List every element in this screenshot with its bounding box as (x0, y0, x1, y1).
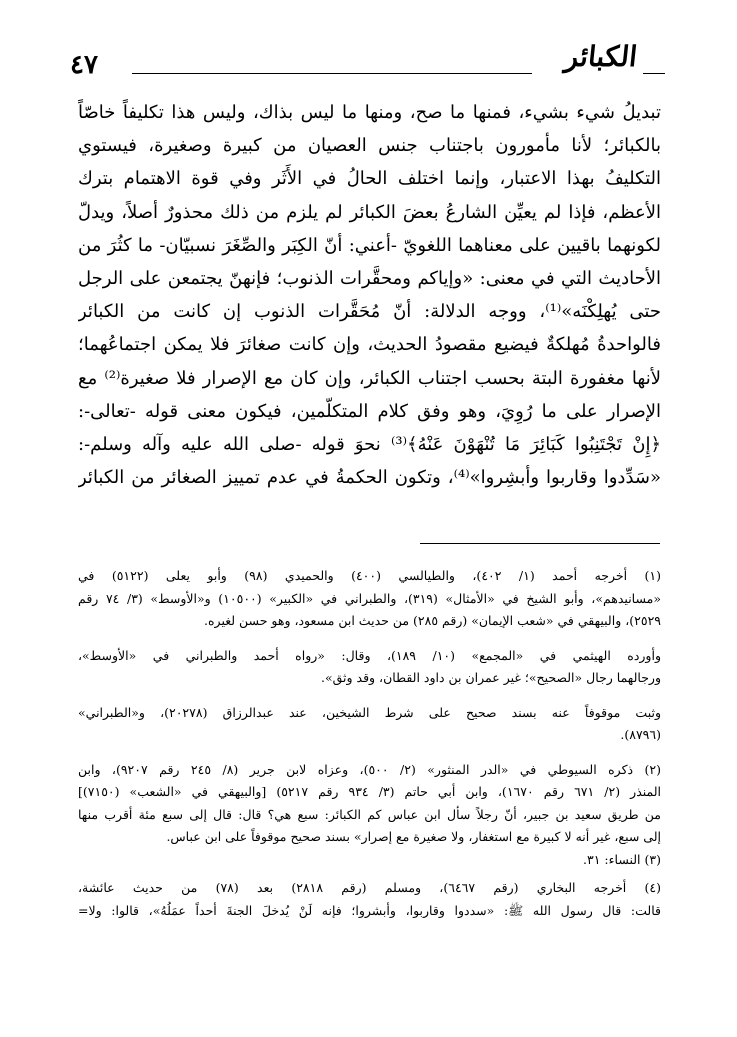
body-line: ﴿إِنْ تَجْتَنِبُوا كَبَائِرَ مَا تُنْهَوْنَ عَنْهُ﴾⁽³⁾ نحوَ قوله -صلى الله عليه وآله وسلم-: (78, 433, 661, 455)
body-line: الأحاديث التي في معنى: «وإياكم ومحقَّرات الذنوب؛ فإنهنّ يجتمعن على الرجل (78, 267, 661, 289)
footnotes (78, 565, 661, 922)
footnote-line: (٤) أخرجه البخاري (رقم ٦٤٦٧)، ومسلم (رقم ٢٨١٨) بعد (٧٨) من حديث عائشة، (78, 880, 661, 895)
body-line: التكليفُ بهذا الاعتبار، وإنما اختلف الحالُ في الأَثَر وفي قوة الاهتمام بترك (78, 168, 661, 190)
header-dash (643, 73, 665, 74)
footnote-line: وثبت موقوفاً عنه بسند صحيح على شرط الشيخين، عند عبدالرزاق (٢٠٢٧٨)، و«الطبراني» (78, 704, 661, 720)
footnote-line: (٢) ذكره السيوطي في «الدر المنثور» (٢/ ٥٠٠)، وعزاه لابن جرير (٨/ ٢٤٥ رقم ٩٢٠٧)، وابن (78, 761, 661, 777)
body-line: الأعظم، فإذا لم يعيِّن الشارعُ بعضَ الكبائر لم يلزم من ذلك محذورٌ أصلاً، ويدلّ (78, 201, 661, 223)
footnote-line: وأورده الهيثمي في «المجمع» (١٠/ ١٨٩)، وقال: «رواه أحمد والطبراني في «الأوسط»، (78, 647, 661, 663)
footnote-line: (٨٧٩٦). (620, 727, 661, 742)
footnote-line: (٣) النساء: ٣١. (583, 851, 661, 867)
footnote-separator (420, 543, 660, 544)
footnote-line: ٢٥٢٩)، والبيهقي في «شعب الإيمان» (رقم ٢٨٥) من حديث ابن مسعود، وهو حسن لغيره. (204, 613, 661, 628)
header-rule (132, 73, 532, 74)
footnote-line: ورجالهما رجال «الصحيح»؛ غير عمران بن داود القطان، وقد وثق». (320, 670, 661, 685)
main-text (78, 96, 661, 494)
body-line: تبديلُ شيء بشيء، فمنها ما صح، ومنها ما ليس بذاك، وليس هذا تكليفاً خاصّاً (78, 102, 661, 123)
body-line: فالواحدةُ مُهلكةٌ فيضيع مقصودُ الحديث، وإن كانت صغائرَ فلا يمكن اجتماعُهما؛ (78, 334, 661, 356)
footnote-line: (١) أخرجه أحمد (١/ ٤٠٢)، والطيالسي (٤٠٠) والحميدي (٩٨) وأبو يعلى (٥١٢٢) في (78, 568, 661, 583)
page-number: ٤٧ (70, 50, 98, 80)
page-header (70, 40, 665, 90)
body-line: «سَدِّدوا وقاربوا وأبشِروا»⁽⁴⁾، وتكون الحكمةُ في عدم تمييز الصغائر من الكبائر (78, 467, 661, 489)
body-line: حتى يُهلِكْنَه»⁽¹⁾، ووجه الدلالة: أنّ مُحَقَّرات الذنوب إن كانت من الكبائر (78, 301, 661, 323)
footnote-line: من طريق سعيد بن جبير، أنّ رجلاً سأل ابن عباس كم الكبائر: سبع هي؟ قال: قال إلى سبع مئة أقرب منها (78, 806, 661, 822)
footnote-line: المنذر (٢/ ٦٧١ رقم ١٦٧٠)، وابن أبي حاتم (٣/ ٩٣٤ رقم ٥٢١٧) [والبيهقي في «الشعب» (٧١٥٠)] (78, 784, 661, 799)
body-line: الإصرار على ما رُوِيَ، وهو وفق كلام المتكلّمين، فيكون معنى قوله -تعالى-: (78, 400, 661, 422)
footnote-line: إلى سبع، غير أنه لا كبيرة مع استغفار، ولا صغيرة مع إصرار» بسند صحيح موقوفاً على ابن عباس. (166, 829, 661, 844)
book-title: الكبائر (563, 40, 639, 73)
footnote-line: «مسانيدهم»، وأبو الشيخ في «الأمثال» (٣١٩)، والطبراني في «الكبير» (١٠٥٠٠) و«الأوسط» (٣/ ٧٤ رقم (78, 590, 661, 606)
body-line: لكونهما باقيين على معناهما اللغويّ -أعني: أنّ الكِبَر والصِّغَرَ نسبيّان- ما كثُرَ من (78, 234, 661, 256)
body-line: لأنها مغفورة البتة بحسب اجتناب الكبائر، وإن كان مع الإصرار فلا صغيرة⁽²⁾ مع (78, 367, 661, 389)
footnote-line: قالت: قال رسول الله ﷺ: «سددوا وقاربوا، وأبشروا؛ فإنه لَنْ يُدخلَ الجنةَ أحداً عمَلُهُ»، قالوا: ولا= (78, 902, 661, 918)
body-line: بالكبائر؛ لأنا مأمورون باجتناب جنس العصيان من كبيرة وصغيرة، فيستوي (78, 135, 661, 157)
